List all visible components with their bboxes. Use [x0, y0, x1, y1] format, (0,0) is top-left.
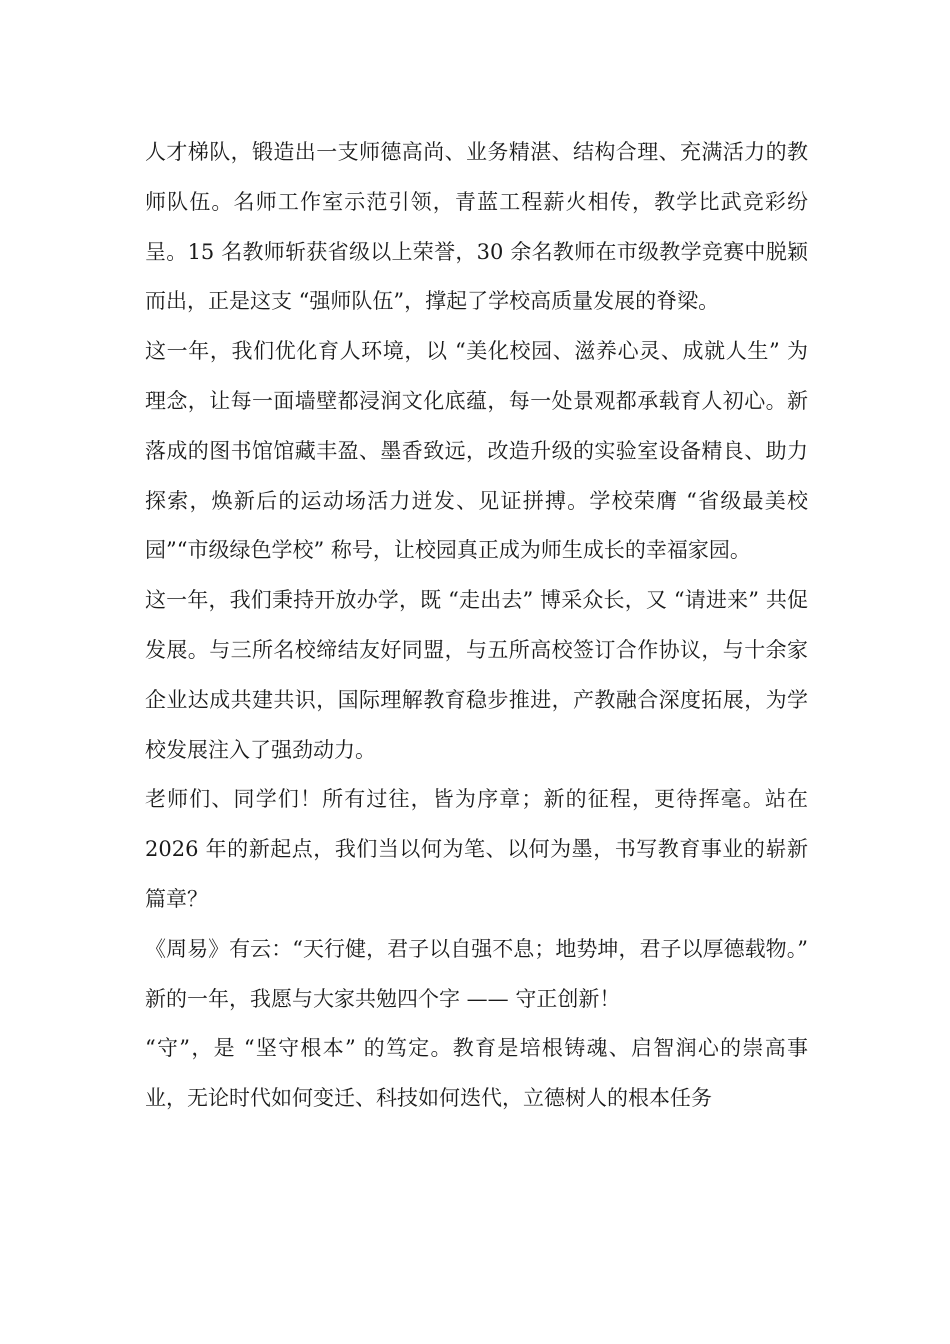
paragraph-teacher-team: 人才梯队，锻造出一支师德高尚、业务精湛、结构合理、充满活力的教师队伍。名师工作室示范引领，青蓝工程薪火相传，教学比武竞彩纷呈。15 名教师斩获省级以上荣誉，30 余名教师在市级教学竞赛中脱颖而出，正是这支 “强师队伍”，撑起了学校高质量发展的脊梁。 — [145, 140, 808, 314]
paragraph-campus-environment: 这一年，我们优化育人环境，以 “美化校园、滋养心灵、成就人生” 为理念，让每一面墙壁都浸润文化底蕴，每一处景观都承载育人初心。新落成的图书馆馆藏丰盈、墨香致远，改造升级的实验室设备精良、助力探索，焕新后的运动场活力迸发、见证拼搏。学校荣膺 “省级最美校园”“市级绿色学校” 称号，让校园真正成为师生成长的幸福家园。 — [145, 339, 808, 563]
paragraph-open-education: 这一年，我们秉持开放办学，既 “走出去” 博采众长，又 “请进来” 共促发展。与三所名校缔结友好同盟，与五所高校签订合作协议，与十余家企业达成共建共识，国际理解教育稳步推进，产教融合深度拓展，为学校发展注入了强劲动力。 — [145, 588, 808, 762]
paragraph-keep-fundamentals: “守”，是 “坚守根本” 的笃定。教育是培根铸魂、启智润心的崇高事业，无论时代如何变迁、科技如何迭代，立德树人的根本任务 — [145, 1036, 808, 1111]
document-body — [145, 128, 808, 1124]
paragraph-zhouyi-quote: 《周易》有云：“天行健，君子以自强不息；地势坤，君子以厚德载物。” 新的一年，我愿与大家共勉四个字 —— 守正创新！ — [145, 936, 808, 1011]
paragraph-new-journey: 老师们、同学们！所有过往，皆为序章；新的征程，更待挥毫。站在 2026 年的新起点，我们当以何为笔、以何为墨，书写教育事业的崭新篇章？ — [145, 787, 808, 911]
